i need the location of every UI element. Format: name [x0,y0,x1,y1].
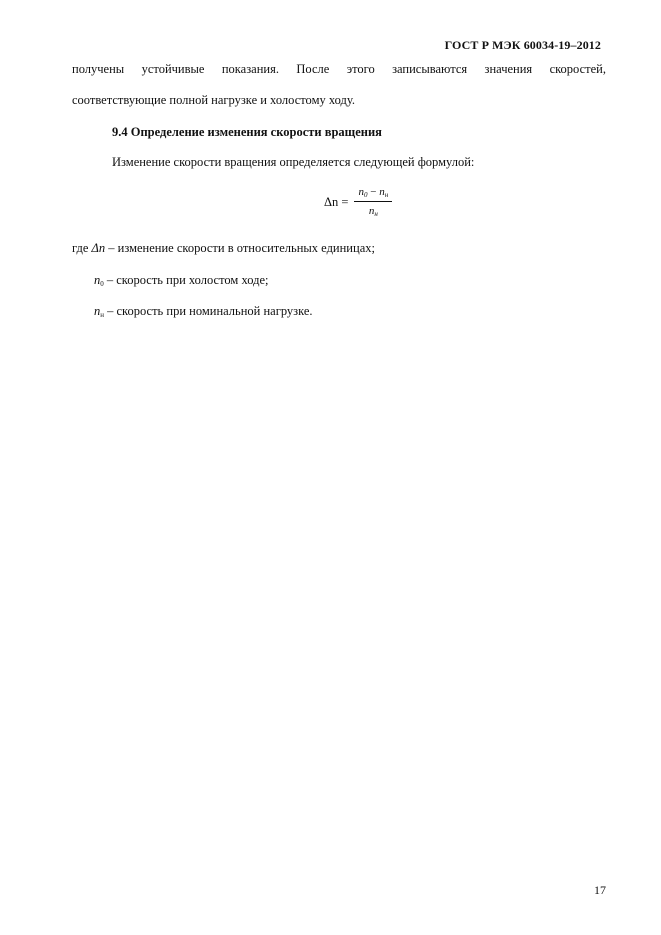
section-heading: 9.4 Определение изменения скорости вращения [112,125,382,139]
formula-fraction [354,186,392,218]
definition-nn: $n_н$ – скорость при номинальной нагрузке. [94,304,313,319]
formula-denominator: $n_н$ [368,205,378,218]
paragraph-line-1: получены устойчивые показания. После этого записываются значения скоростей, [72,62,606,76]
document-header: ГОСТ Р МЭК 60034-19–2012 [444,38,601,52]
speed-change-formula [324,186,392,218]
formula-intro: Изменение скорости вращения определяется следующей формулой: [112,155,475,169]
definition-delta-n: где Δn – изменение скорости в относительных единицах; [72,241,375,255]
formula-numerator: $n_0 - n_н$ [354,186,392,202]
paragraph-line-2: соответствующие полной нагрузке и холостому ходу. [72,93,356,107]
definition-n0: $n_0$ – скорость при холостом ходе; [94,273,269,288]
formula-lhs: Δn = [324,194,349,209]
page-number: 17 [594,883,606,897]
